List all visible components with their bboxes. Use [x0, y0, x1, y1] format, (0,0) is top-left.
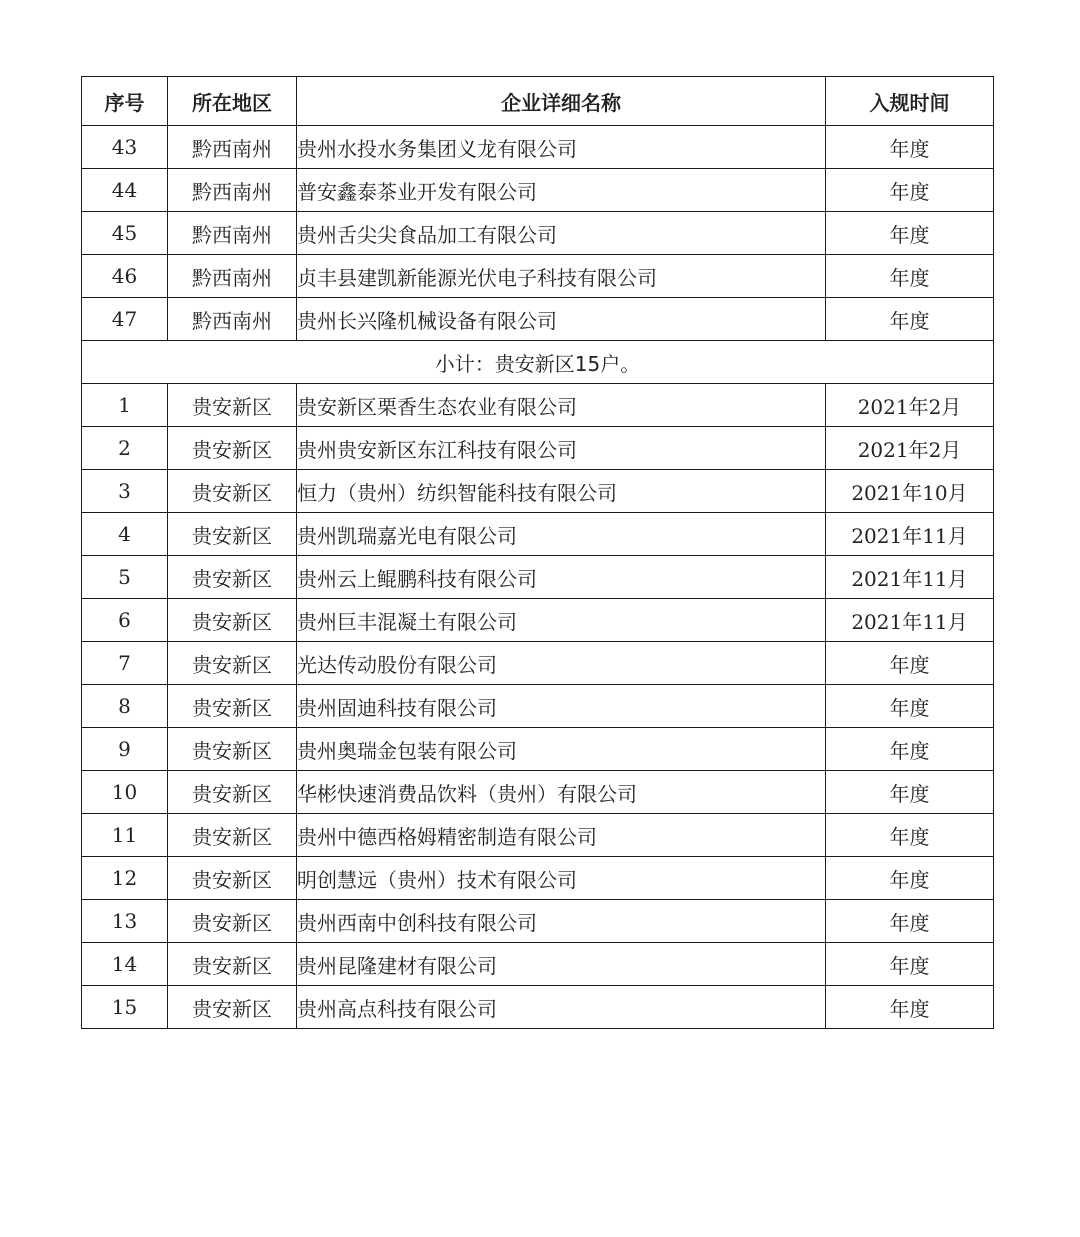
table-row — [82, 642, 994, 685]
row-index: 6 — [82, 599, 168, 642]
row-company: 贵州高点科技有限公司 — [297, 986, 826, 1029]
row-index: 14 — [82, 943, 168, 986]
table-row — [82, 814, 994, 857]
table-body — [82, 126, 994, 1029]
row-index: 11 — [82, 814, 168, 857]
row-company: 贵州舌尖尖食品加工有限公司 — [297, 212, 826, 255]
row-index: 5 — [82, 556, 168, 599]
table-row — [82, 255, 994, 298]
row-company: 贵州云上鲲鹏科技有限公司 — [297, 556, 826, 599]
table-row — [82, 427, 994, 470]
row-index: 44 — [82, 169, 168, 212]
table-row — [82, 126, 994, 169]
row-region: 贵安新区 — [168, 384, 297, 427]
table-row — [82, 599, 994, 642]
row-index: 13 — [82, 900, 168, 943]
row-company: 贵州水投水务集团义龙有限公司 — [297, 126, 826, 169]
table-row — [82, 298, 994, 341]
row-company: 贵州固迪科技有限公司 — [297, 685, 826, 728]
row-time: 年度 — [826, 126, 994, 169]
row-region: 黔西南州 — [168, 169, 297, 212]
row-time: 2021年11月 — [826, 513, 994, 556]
table-row — [82, 384, 994, 427]
row-company: 光达传动股份有限公司 — [297, 642, 826, 685]
row-region: 贵安新区 — [168, 943, 297, 986]
row-company: 华彬快速消费品饮料（贵州）有限公司 — [297, 771, 826, 814]
row-time: 年度 — [826, 986, 994, 1029]
row-company: 贵州巨丰混凝土有限公司 — [297, 599, 826, 642]
row-time: 年度 — [826, 212, 994, 255]
table-row — [82, 685, 994, 728]
row-time: 年度 — [826, 255, 994, 298]
table-row — [82, 986, 994, 1029]
enterprise-table — [81, 76, 994, 1029]
table-row — [82, 728, 994, 771]
row-index: 2 — [82, 427, 168, 470]
table-row — [82, 771, 994, 814]
row-time: 年度 — [826, 685, 994, 728]
table-header — [82, 77, 994, 126]
row-region: 贵安新区 — [168, 771, 297, 814]
row-time: 年度 — [826, 857, 994, 900]
row-company: 贵州西南中创科技有限公司 — [297, 900, 826, 943]
table-row — [82, 857, 994, 900]
table-row — [82, 900, 994, 943]
row-index: 43 — [82, 126, 168, 169]
row-region: 贵安新区 — [168, 513, 297, 556]
row-region: 贵安新区 — [168, 728, 297, 771]
row-index: 9 — [82, 728, 168, 771]
row-index: 8 — [82, 685, 168, 728]
row-index: 7 — [82, 642, 168, 685]
row-index: 3 — [82, 470, 168, 513]
table-row — [82, 556, 994, 599]
table-row — [82, 470, 994, 513]
header-row — [82, 77, 994, 126]
row-company: 明创慧远（贵州）技术有限公司 — [297, 857, 826, 900]
row-company: 贵州长兴隆机械设备有限公司 — [297, 298, 826, 341]
row-region: 贵安新区 — [168, 599, 297, 642]
row-company: 普安鑫泰茶业开发有限公司 — [297, 169, 826, 212]
row-index: 15 — [82, 986, 168, 1029]
row-time: 2021年2月 — [826, 427, 994, 470]
row-region: 贵安新区 — [168, 642, 297, 685]
row-index: 4 — [82, 513, 168, 556]
row-region: 贵安新区 — [168, 685, 297, 728]
row-region: 贵安新区 — [168, 900, 297, 943]
row-company: 贵州昆隆建材有限公司 — [297, 943, 826, 986]
row-region: 贵安新区 — [168, 814, 297, 857]
subtotal-label: 小计：贵安新区15户。 — [82, 341, 994, 384]
table-row — [82, 169, 994, 212]
row-time: 年度 — [826, 900, 994, 943]
row-time: 2021年11月 — [826, 556, 994, 599]
row-company: 恒力（贵州）纺织智能科技有限公司 — [297, 470, 826, 513]
row-index: 45 — [82, 212, 168, 255]
row-region: 黔西南州 — [168, 298, 297, 341]
table-row — [82, 943, 994, 986]
row-time: 年度 — [826, 169, 994, 212]
table-row — [82, 212, 994, 255]
row-region: 黔西南州 — [168, 126, 297, 169]
header-region: 所在地区 — [168, 77, 297, 126]
header-company: 企业详细名称 — [297, 77, 826, 126]
subtotal-row — [82, 341, 994, 384]
row-index: 46 — [82, 255, 168, 298]
row-company: 贵州贵安新区东江科技有限公司 — [297, 427, 826, 470]
table-row — [82, 513, 994, 556]
row-company: 贵州奥瑞金包装有限公司 — [297, 728, 826, 771]
row-time: 年度 — [826, 642, 994, 685]
row-time: 2021年2月 — [826, 384, 994, 427]
row-region: 贵安新区 — [168, 470, 297, 513]
row-company: 贵州凯瑞嘉光电有限公司 — [297, 513, 826, 556]
row-time: 年度 — [826, 814, 994, 857]
row-time: 2021年10月 — [826, 470, 994, 513]
row-region: 贵安新区 — [168, 427, 297, 470]
header-time: 入规时间 — [826, 77, 994, 126]
row-index: 47 — [82, 298, 168, 341]
row-time: 2021年11月 — [826, 599, 994, 642]
row-company: 贵安新区栗香生态农业有限公司 — [297, 384, 826, 427]
header-index: 序号 — [82, 77, 168, 126]
row-index: 12 — [82, 857, 168, 900]
row-time: 年度 — [826, 943, 994, 986]
row-time: 年度 — [826, 298, 994, 341]
row-region: 黔西南州 — [168, 255, 297, 298]
row-region: 贵安新区 — [168, 857, 297, 900]
row-time: 年度 — [826, 771, 994, 814]
row-region: 贵安新区 — [168, 986, 297, 1029]
row-index: 1 — [82, 384, 168, 427]
row-company: 贵州中德西格姆精密制造有限公司 — [297, 814, 826, 857]
row-region: 黔西南州 — [168, 212, 297, 255]
row-index: 10 — [82, 771, 168, 814]
row-company: 贞丰县建凯新能源光伏电子科技有限公司 — [297, 255, 826, 298]
row-region: 贵安新区 — [168, 556, 297, 599]
row-time: 年度 — [826, 728, 994, 771]
